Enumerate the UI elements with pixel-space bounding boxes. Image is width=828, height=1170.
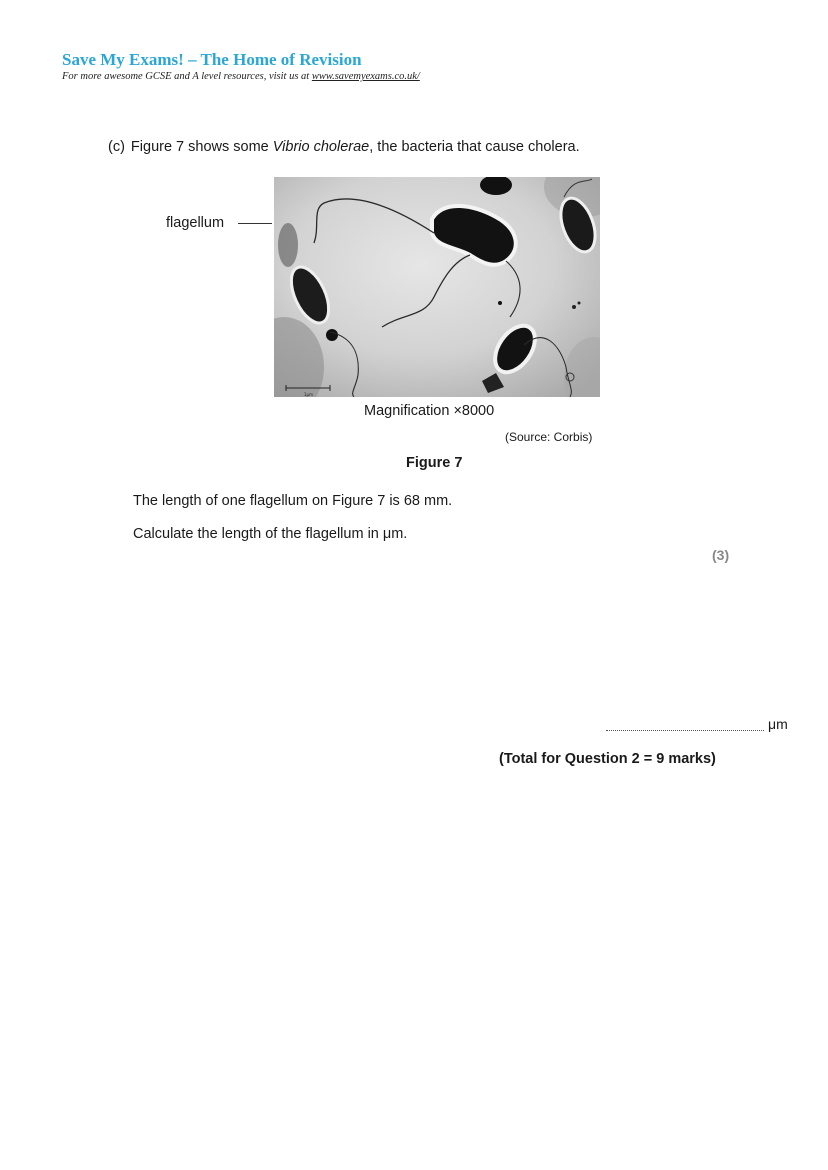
- label-leader-line: [238, 223, 272, 224]
- question-intro: [108, 139, 580, 155]
- intro-after: , the bacteria that cause cholera.: [369, 139, 580, 155]
- magnification-text: Magnification ×8000: [364, 403, 495, 419]
- question-total: (Total for Question 2 = 9 marks): [499, 751, 716, 767]
- marks-available: (3): [712, 547, 730, 563]
- subtitle-text: For more awesome GCSE and A level resources, visit us at: [62, 71, 312, 82]
- length-statement: The length of one flagellum on Figure 7 is 68 mm.: [133, 493, 453, 509]
- site-title: Save My Exams! – The Home of Revision: [62, 50, 362, 69]
- scale-bar-label: 1μm: [304, 392, 313, 397]
- question-part: (c): [108, 139, 125, 155]
- intro-before: Figure 7 shows some: [130, 139, 273, 155]
- site-link[interactable]: www.savemyexams.co.uk/: [311, 71, 420, 82]
- flagellum-label: flagellum: [166, 215, 225, 231]
- answer-unit: μm: [768, 716, 788, 732]
- species-name: Vibrio cholerae: [272, 139, 370, 155]
- figure-source: (Source: Corbis): [505, 430, 593, 444]
- answer-line[interactable]: [606, 729, 764, 731]
- figure-caption: Figure 7: [406, 455, 463, 471]
- site-subtitle: [62, 71, 420, 82]
- micrograph-image: [274, 177, 600, 397]
- calculation-instruction: Calculate the length of the flagellum in μm.: [133, 526, 408, 542]
